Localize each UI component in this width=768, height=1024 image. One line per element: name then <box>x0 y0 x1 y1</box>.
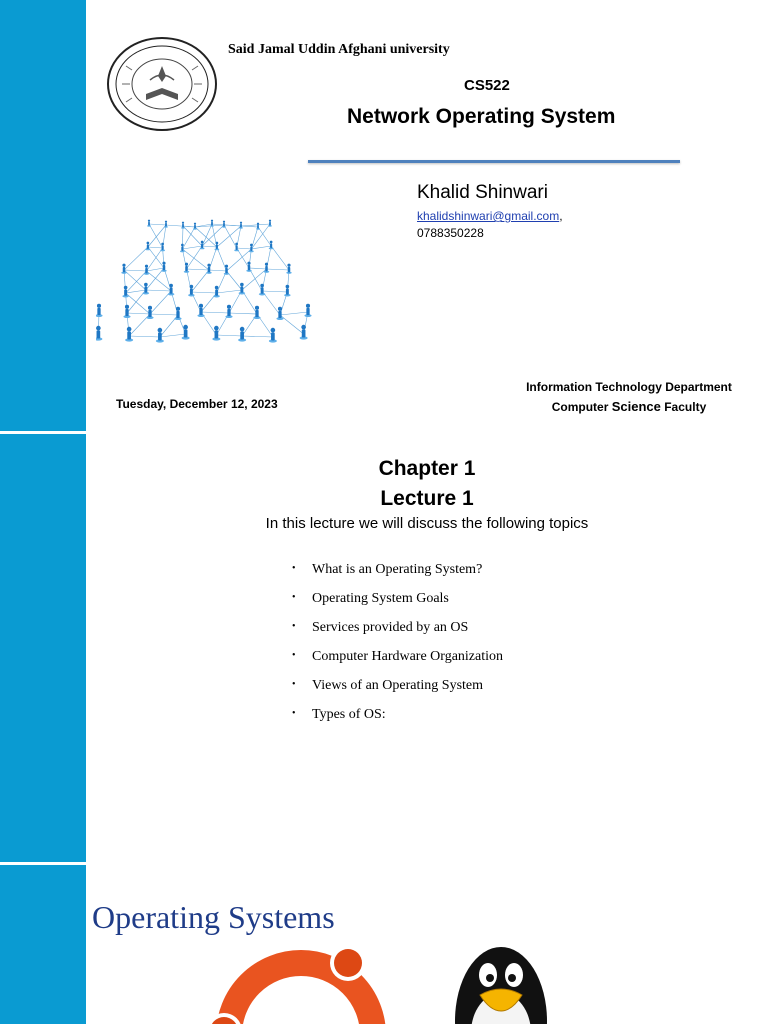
os-slide-title: Operating Systems <box>92 899 335 935</box>
university-name: Said Jamal Uddin Afghani university <box>228 42 450 57</box>
list-item <box>292 560 503 589</box>
topics-slide <box>0 434 768 862</box>
bullet-icon: • <box>292 563 296 574</box>
department-name: Information Technology Department <box>526 380 732 394</box>
sidebar-accent <box>0 0 86 431</box>
ubuntu-logo-icon <box>196 943 396 1024</box>
course-code: CS522 <box>464 77 510 94</box>
intro-text: In this lecture we will discuss the following topics <box>265 515 589 532</box>
tux-penguin-icon <box>446 941 556 1024</box>
list-item <box>292 647 503 676</box>
chapter-heading <box>86 454 768 514</box>
email-suffix: , <box>559 209 563 223</box>
bullet-icon: • <box>292 708 296 719</box>
chapter-title: Chapter 1 <box>378 457 476 480</box>
bullet-icon: • <box>292 650 296 661</box>
topic-text: Computer Hardware Organization <box>312 649 504 664</box>
topic-text: Services provided by an OS <box>312 620 469 635</box>
faculty-prefix: Computer <box>551 400 612 414</box>
faculty-suffix: Faculty <box>660 400 707 414</box>
list-item <box>292 705 503 734</box>
topic-text: Views of an Operating System <box>312 678 484 693</box>
department-block <box>506 378 752 417</box>
list-item <box>292 618 503 647</box>
network-people-icon <box>96 212 332 348</box>
title-divider <box>308 160 680 163</box>
bullet-icon: • <box>292 592 296 603</box>
university-seal-icon <box>106 36 218 132</box>
topic-text: What is an Operating System? <box>312 562 483 577</box>
author-name: Khalid Shinwari <box>417 182 548 203</box>
os-slide <box>0 865 768 1024</box>
sidebar-accent <box>0 434 86 862</box>
list-item <box>292 589 503 618</box>
course-title: Network Operating System <box>347 105 616 128</box>
email-link[interactable]: khalidshinwari@gmail.com <box>417 209 560 223</box>
presentation-date: Tuesday, December 12, 2023 <box>116 397 278 411</box>
topic-text: Operating System Goals <box>312 591 449 606</box>
sidebar-accent <box>0 865 86 1024</box>
faculty-bold: Science <box>611 399 661 414</box>
topic-text: Types of OS: <box>312 707 386 722</box>
bullet-icon: • <box>292 621 296 632</box>
title-slide <box>0 0 768 431</box>
faculty-name <box>506 397 752 417</box>
topics-list <box>292 560 503 734</box>
list-item <box>292 676 503 705</box>
lecture-title: Lecture 1 <box>380 487 474 510</box>
bullet-icon: • <box>292 679 296 690</box>
author-phone: 0788350228 <box>417 226 484 240</box>
author-email-line <box>417 209 563 223</box>
